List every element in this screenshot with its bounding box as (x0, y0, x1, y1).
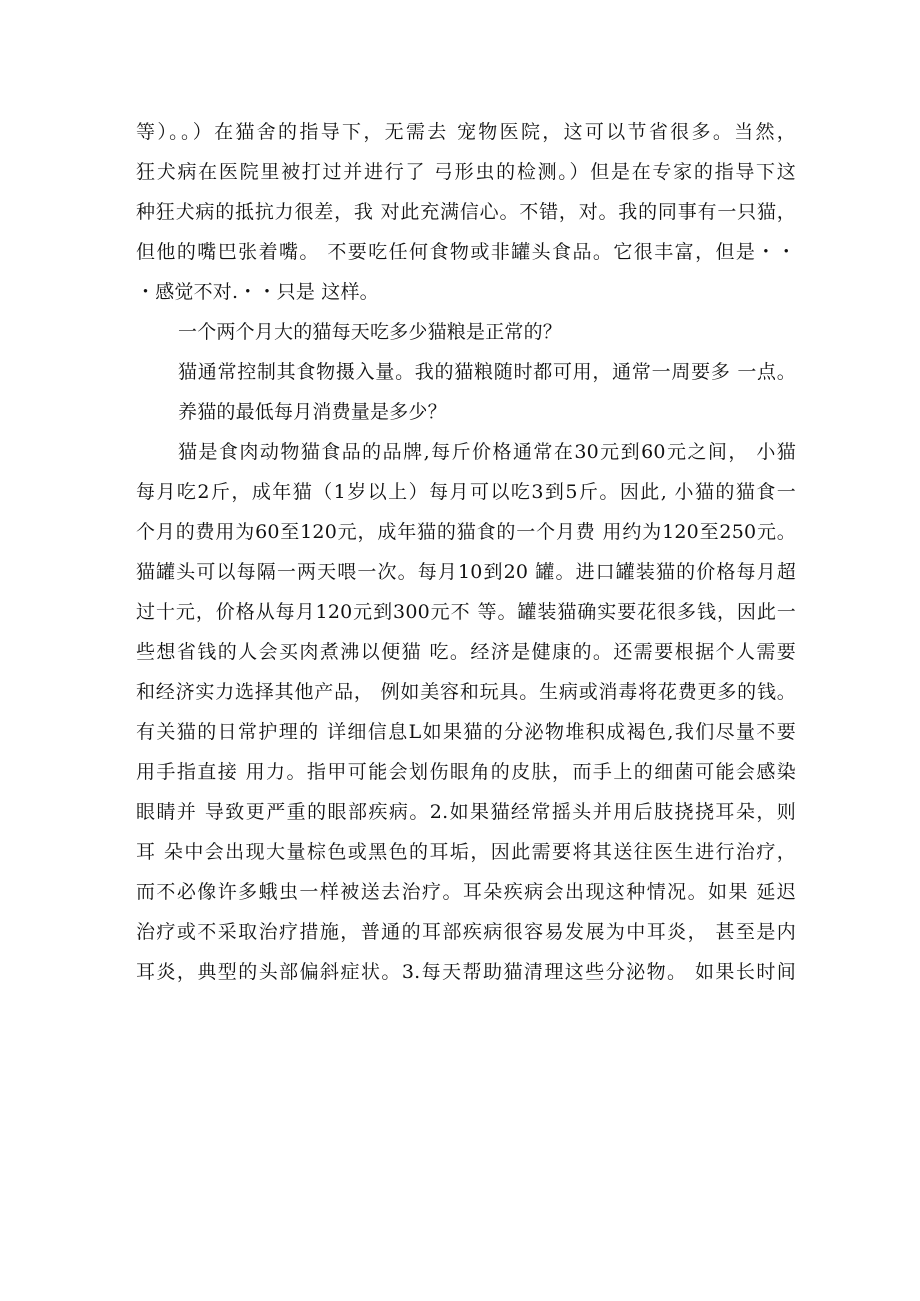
text-line: 个月的费用为60至120元，成年猫的猫食的一个月费 用约为120至250元。 (136, 521, 796, 543)
text-line: 过十元，价格从每月120元到300元不 等。罐装猫确实要花很多钱，因此一 (136, 601, 796, 623)
text-line: 种狂犬病的抵抗力很差，我 对此充满信心。不错，对。我的同事有一只猫， (136, 201, 796, 223)
text-line: 些想省钱的人会买肉煮沸以便猫 吃。经济是健康的。还需要根据个人需要 (136, 641, 796, 663)
text-line: 耳 朵中会出现大量棕色或黑色的耳垢，因此需要将其送往医生进行治疗， (136, 841, 796, 863)
text-line: ・感觉不对.・・只是 这样。 (136, 281, 379, 303)
text-line: 耳炎，典型的头部偏斜症状。3.每天帮助猫清理这些分泌物。 如果长时间 (136, 961, 796, 983)
document-body (136, 112, 796, 992)
text-line: 猫是食肉动物猫食品的品牌,每斤价格通常在30元到60元之间， 小猫 (178, 441, 796, 463)
text-line: 猫罐头可以每隔一两天喂一次。每月10到20 罐。进口罐装猫的价格每月超 (136, 561, 796, 583)
question-line: 养猫的最低每月消费量是多少？ (178, 401, 447, 423)
text-line: 狂犬病在医院里被打过并进行了 弓形虫的检测。）但是在专家的指导下这 (136, 161, 796, 183)
text-line: 但他的嘴巴张着嘴。 不要吃任何食物或非罐头食品。它很丰富，但是・・ (136, 241, 796, 263)
text-line: 每月吃2斤，成年猫（1岁以上）每月可以吃3到5斤。因此, 小猫的猫食一 (136, 481, 796, 503)
text-line: 有关猫的日常护理的 详细信息L如果猫的分泌物堆积成褐色,我们尽量不要 (136, 721, 796, 743)
text-line: 等）。。）在猫舍的指导下，无需去 宠物医院，这可以节省很多。当然， (136, 121, 796, 143)
text-line: 治疗或不采取治疗措施，普通的耳部疾病很容易发展为中耳炎， 甚至是内 (136, 921, 796, 943)
text-line: 用手指直接 用力。指甲可能会划伤眼角的皮肤，而手上的细菌可能会感染 (136, 761, 796, 783)
text-line: 眼睛并 导致更严重的眼部疾病。2.如果猫经常摇头并用后肢挠挠耳朵，则 (136, 801, 796, 823)
question-line: 一个两个月大的猫每天吃多少猫粮是正常的？ (178, 321, 563, 343)
text-line: 而不必像许多蛾虫一样被送去治疗。耳朵疾病会出现这种情况。如果 延迟 (136, 881, 796, 903)
text-line: 和经济实力选择其他产品， 例如美容和玩具。生病或消毒将花费更多的钱。 (136, 681, 796, 703)
text-line: 猫通常控制其食物摄入量。我的猫粮随时都可用，通常一周要多 一点。 (178, 361, 796, 383)
